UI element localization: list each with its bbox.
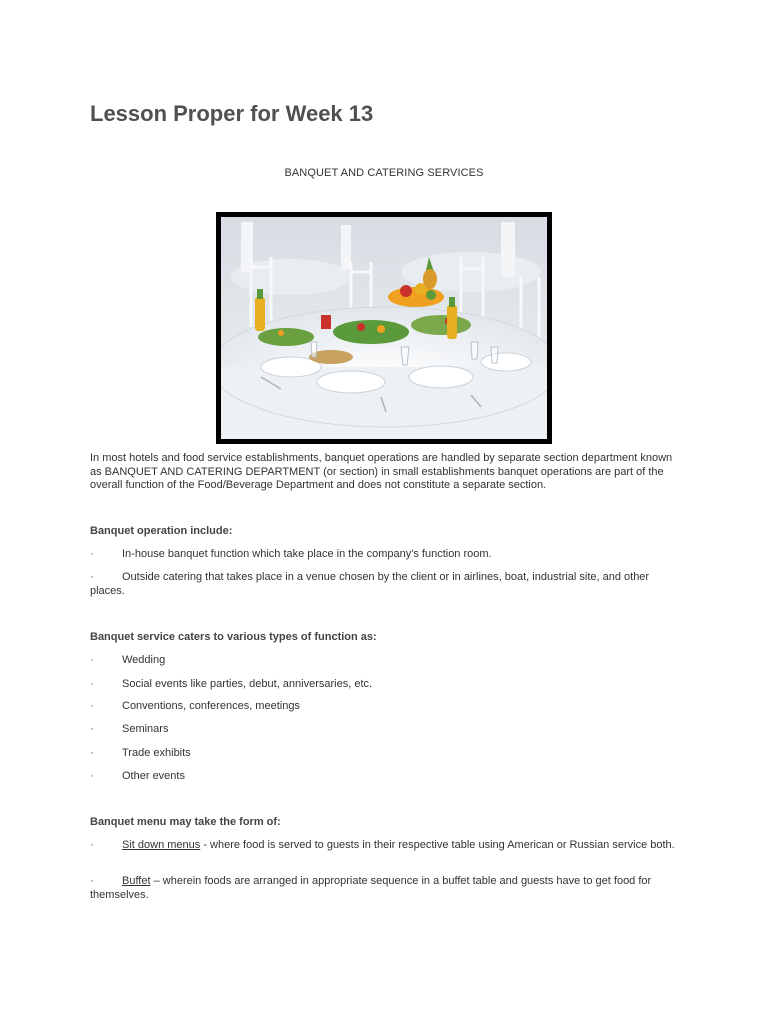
list-item: · Outside catering that takes place in a venue chosen by the client or in airlines, boat, industrial site, and other places. — [90, 571, 650, 597]
list-item: · Conventions, conferences, meetings — [90, 700, 300, 712]
bullet-icon: · — [90, 839, 94, 851]
bullet-icon: · — [90, 875, 94, 887]
list-item: · Wedding — [90, 654, 166, 666]
bullet-icon: · — [90, 700, 94, 712]
page-title: Lesson Proper for Week 13 — [90, 101, 374, 126]
banquet-table-photo — [216, 212, 552, 444]
list-item: · Social events like parties, debut, anniversaries, etc. — [90, 678, 373, 690]
intro-paragraph: In most hotels and food service establishments, banquet operations are handled by separate section department known as BANQUET AND CATERING DEPARTMENT (or section) in small establishments banquet operations are part of the overall function of the Food/Beverage Department and does not constitute a separate section. — [90, 452, 673, 491]
bullet-icon: · — [90, 723, 94, 735]
heading-banquet-operation: Banquet operation include: — [90, 525, 233, 537]
list-item: · Seminars — [90, 723, 169, 735]
bullet-icon: · — [90, 571, 94, 583]
list-item: · Other events — [90, 770, 185, 782]
section-subtitle: BANQUET AND CATERING SERVICES — [284, 167, 484, 179]
term-sit-down-menus: Sit down menus — [122, 839, 201, 851]
bullet-icon: · — [90, 747, 94, 759]
bullet-icon: · — [90, 770, 94, 782]
list-item: · Sit down menus - where food is served to guests in their respective table using American or Russian service both. — [90, 839, 675, 851]
heading-function-types: Banquet service caters to various types of function as: — [90, 631, 377, 643]
bullet-icon: · — [90, 548, 94, 560]
term-buffet: Buffet — [122, 875, 151, 887]
bullet-icon: · — [90, 678, 94, 690]
heading-banquet-menu: Banquet menu may take the form of: — [90, 816, 281, 828]
banquet-table-illustration — [221, 217, 547, 439]
list-item: · Trade exhibits — [90, 747, 191, 759]
list-item: · In-house banquet function which take place in the company's function room. — [90, 548, 492, 560]
bullet-icon: · — [90, 654, 94, 666]
photo-content — [221, 217, 547, 439]
list-item: · Buffet – wherein foods are arranged in appropriate sequence in a buffet table and guests have to get food for themselves. — [90, 875, 652, 901]
